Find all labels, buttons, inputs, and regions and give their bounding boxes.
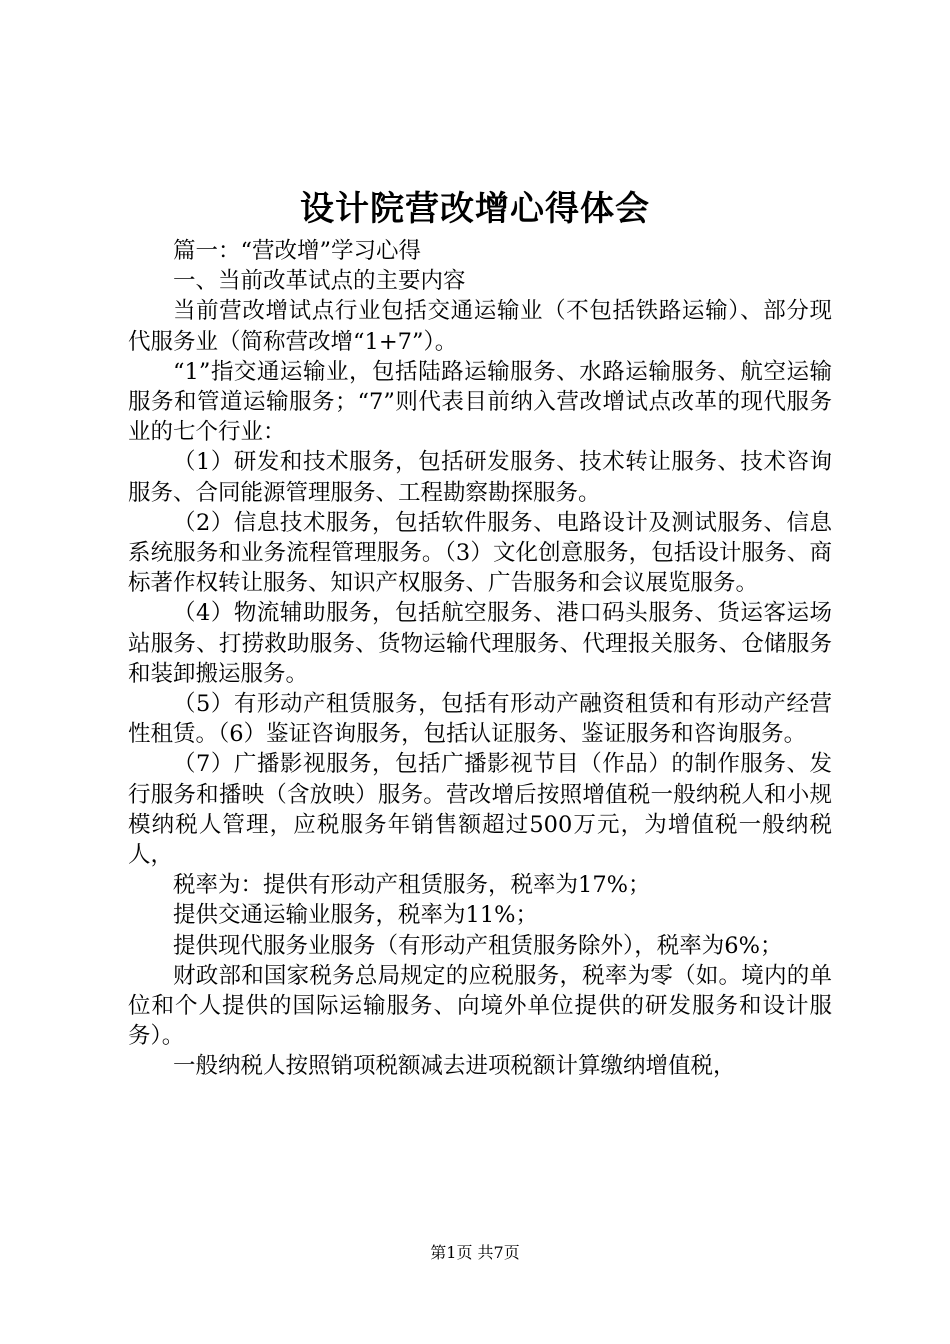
paragraph: 财政部和国家税务总局规定的应税服务，税率为零（如。境内的单位和个人提供的国际运输服务、向境外单位提供的研发服务和设计服务）。 [128,962,832,1050]
paragraph: 提供现代服务业服务（有形动产租赁服务除外），税率为6%； [173,932,783,959]
paragraph: 提供交通运输业服务，税率为11%； [173,902,539,929]
paragraph: （2）信息技术服务，包括软件服务、电路设计及测试服务、信息系统服务和业务流程管理服务。（3）文化创意服务，包括设计服务、商标著作权转让服务、知识产权服务、广告服务和会议展览服务。 [128,509,832,597]
paragraph: （7）广播影视服务，包括广播影视节目（作品）的制作服务、发行服务和播映（含放映）服务。营改增后按照增值税一般纳税人和小规模纳税人管理，应税服务年销售额超过500万元，为增值税一般纳税人， [128,751,832,869]
document-title: 设计院营改增心得体会 [300,189,650,229]
paragraph: 一、当前改革试点的主要内容 [173,268,466,295]
paragraph: （1）研发和技术服务，包括研发服务、技术转让服务、技术咨询服务、合同能源管理服务、工程勘察勘探服务。 [128,449,832,506]
document-body [128,236,832,1082]
paragraph: （5）有形动产租赁服务，包括有形动产融资租赁和有形动产经营性租赁。（6）鉴证咨询服务，包括认证服务、鉴证服务和咨询服务。 [128,691,832,748]
paragraph: 一般纳税人按照销项税额减去进项税额计算缴纳增值税， [173,1053,736,1080]
paragraph: 当前营改增试点行业包括交通运输业（不包括铁路运输）、部分现代服务业（简称营改增“1+7”）。 [128,298,832,355]
page-footer: 第1页 共7页 [430,1243,520,1262]
paragraph: “1”指交通运输业，包括陆路运输服务、水路运输服务、航空运输服务和管道运输服务；“7”则代表目前纳入营改增试点改革的现代服务业的七个行业： [128,358,832,446]
paragraph: 篇一：“营改增”学习心得 [173,238,422,264]
paragraph: （4）物流辅助服务，包括航空服务、港口码头服务、货运客运场站服务、打捞救助服务、货物运输代理服务、代理报关服务、仓储服务和装卸搬运服务。 [128,600,832,687]
paragraph: 税率为：提供有形动产租赁服务，税率为17%； [173,872,651,899]
